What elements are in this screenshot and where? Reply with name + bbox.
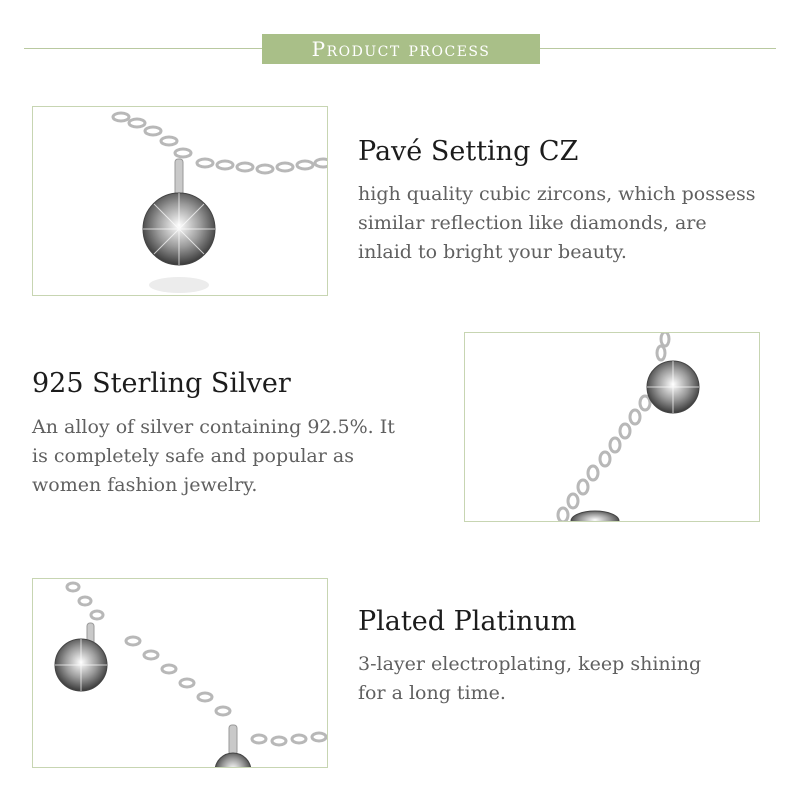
feature-title-sterling-silver: 925 Sterling Silver (32, 368, 291, 399)
description-line: is completely safe and popular as (32, 445, 354, 467)
feature-description-sterling-silver (32, 413, 395, 500)
header-divider-right (540, 48, 776, 49)
description-line: women fashion jewelry. (32, 474, 258, 496)
description-line: inlaid to bright your beauty. (358, 241, 627, 263)
description-line: for a long time. (358, 682, 506, 704)
description-line: similar reflection like diamonds, are (358, 212, 707, 234)
feature-description-plated-platinum (358, 650, 701, 708)
feature-description-pave-setting (358, 180, 756, 267)
description-line: 3-layer electroplating, keep shining (358, 653, 702, 675)
description-line: An alloy of silver containing 92.5%. It (32, 416, 395, 438)
feature-title-pave-setting: Pavé Setting CZ (358, 136, 579, 167)
product-image-pave-setting (32, 106, 328, 296)
product-image-sterling-silver (464, 332, 760, 522)
feature-title-plated-platinum: Plated Platinum (358, 606, 577, 637)
product-image-plated-platinum (32, 578, 328, 768)
section-title-badge: Product process (262, 34, 540, 64)
header-divider-left (24, 48, 262, 49)
description-line: high quality cubic zircons, which possess (358, 183, 756, 205)
